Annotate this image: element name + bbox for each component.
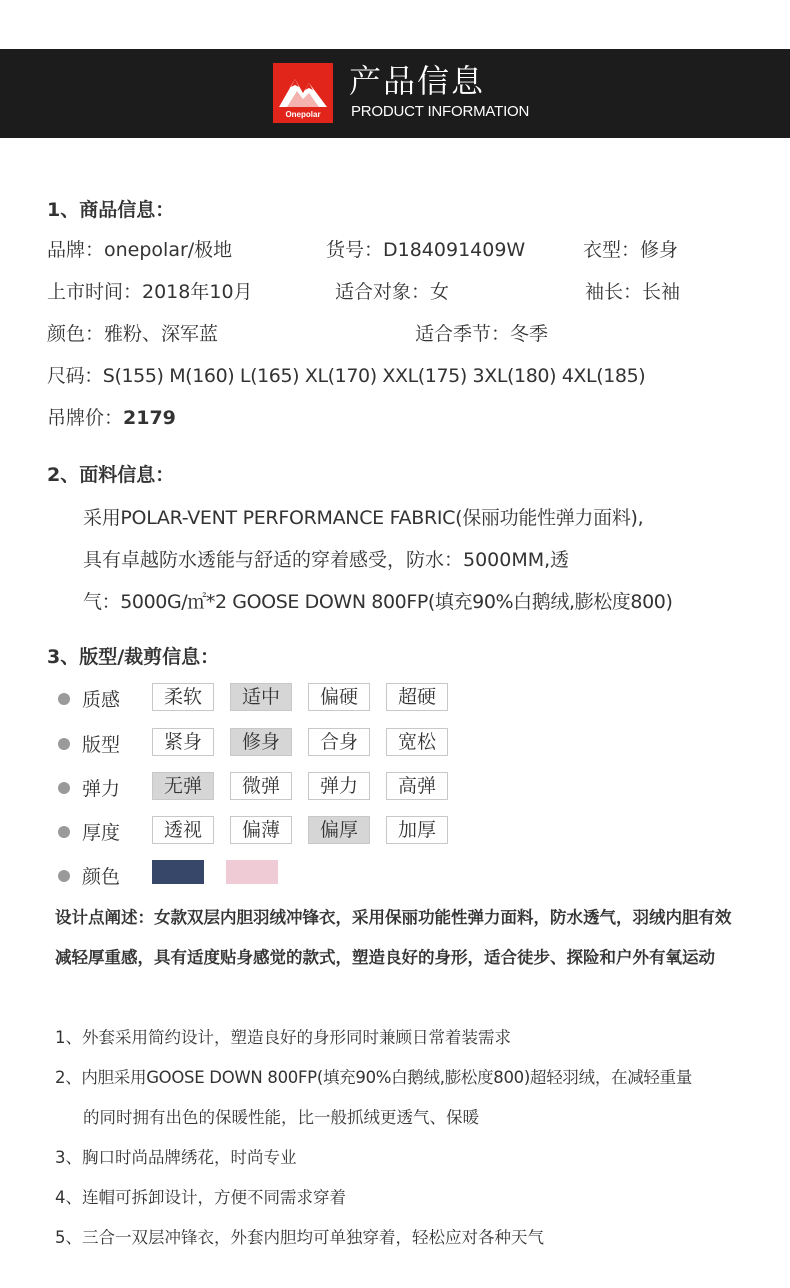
option-thickness-1[interactable]: 偏薄	[230, 816, 292, 844]
brand-logo	[273, 63, 333, 123]
attribute-row-stretch	[58, 772, 478, 802]
design-point-2-cont: 的同时拥有出色的保暖性能，比一般抓绒更透气、保暖	[83, 1108, 479, 1127]
sleeve-length-text: 袖长：长袖	[585, 281, 681, 303]
section-heading-product-info: 1、商品信息：	[47, 199, 175, 221]
bullet-dot	[58, 693, 70, 705]
section-heading-fabric-info: 2、面料信息：	[47, 464, 175, 486]
attribute-row-silhouette	[58, 728, 478, 758]
fabric-line-3: 气：5000G/㎡*2 GOOSE DOWN 800FP(填充90%白鹅绒,膨松度800)	[83, 591, 673, 613]
option-stretch-2[interactable]: 弹力	[308, 772, 370, 800]
attribute-row-texture	[58, 683, 478, 713]
attribute-label: 弹力	[82, 778, 121, 800]
option-stretch-1[interactable]: 微弹	[230, 772, 292, 800]
fabric-line-2: 具有卓越防水透能与舒适的穿着感受，防水：5000MM,透	[83, 549, 570, 571]
attribute-row-color	[58, 860, 478, 890]
header-banner	[0, 49, 790, 138]
season-text: 适合季节：冬季	[415, 323, 549, 345]
attribute-label: 版型	[82, 734, 121, 756]
logo-text: Onepolar	[285, 110, 321, 119]
attribute-label: 质感	[82, 689, 121, 711]
bullet-dot	[58, 782, 70, 794]
design-point-2: 2、内胆采用GOOSE DOWN 800FP(填充90%白鹅绒,膨松度800)超轻羽绒，在减轻重量	[55, 1068, 693, 1087]
option-stretch-0[interactable]: 无弹	[152, 772, 214, 800]
option-silhouette-2[interactable]: 合身	[308, 728, 370, 756]
option-silhouette-1[interactable]: 修身	[230, 728, 292, 756]
option-texture-0[interactable]: 柔软	[152, 683, 214, 711]
color-swatch-pink[interactable]	[226, 860, 278, 884]
option-texture-3[interactable]: 超硬	[386, 683, 448, 711]
attribute-label: 厚度	[82, 822, 121, 844]
price-label: 吊牌价：	[47, 407, 124, 429]
launch-date-text: 上市时间：2018年10月	[47, 281, 253, 303]
option-thickness-3[interactable]: 加厚	[386, 816, 448, 844]
color-swatch-navy[interactable]	[152, 860, 204, 884]
option-texture-2[interactable]: 偏硬	[308, 683, 370, 711]
target-audience-text: 适合对象：女	[335, 281, 450, 303]
price-text	[47, 406, 176, 430]
fabric-line-1: 采用POLAR-VENT PERFORMANCE FABRIC(保丽功能性弹力面料),	[83, 507, 644, 529]
option-thickness-0[interactable]: 透视	[152, 816, 214, 844]
bullet-dot	[58, 738, 70, 750]
option-silhouette-0[interactable]: 紧身	[152, 728, 214, 756]
option-texture-1[interactable]: 适中	[230, 683, 292, 711]
option-silhouette-3[interactable]: 宽松	[386, 728, 448, 756]
design-point-1: 1、外套采用简约设计，塑造良好的身形同时兼顾日常着装需求	[55, 1028, 511, 1047]
banner-title: 产品信息	[349, 62, 486, 100]
bullet-dot	[58, 826, 70, 838]
brand-text: 品牌：onepolar/极地	[47, 239, 233, 261]
item-number-text: 货号：D184091409W	[326, 239, 526, 261]
colors-text: 颜色：雅粉、深军蓝	[47, 323, 219, 345]
option-stretch-3[interactable]: 高弹	[386, 772, 448, 800]
banner-subtitle: PRODUCT INFORMATION	[351, 103, 530, 120]
design-point-5: 5、三合一双层冲锋衣，外套内胆均可单独穿着，轻松应对各种天气	[55, 1228, 544, 1247]
bullet-dot	[58, 870, 70, 882]
option-thickness-2[interactable]: 偏厚	[308, 816, 370, 844]
fit-text: 衣型：修身	[583, 239, 679, 261]
attribute-row-thickness	[58, 816, 478, 846]
sizes-text: 尺码：S(155) M(160) L(165) XL(170) XXL(175) 3XL(180) 4XL(185)	[47, 365, 646, 387]
section-heading-fit-info: 3、版型/裁剪信息：	[47, 646, 220, 668]
design-point-3: 3、胸口时尚品牌绣花，时尚专业	[55, 1148, 297, 1167]
price-value: 2179	[123, 407, 176, 429]
design-point-4: 4、连帽可拆卸设计，方便不同需求穿着	[55, 1188, 346, 1207]
design-description: 设计点阐述：女款双层内胆羽绒冲锋衣，采用保丽功能性弹力面料，防水透气，羽绒内胆有效减轻厚重感，具有适度贴身感觉的款式，塑造良好的身形，适合徒步、探险和户外有氧运动	[55, 908, 732, 967]
attribute-label: 颜色	[82, 866, 121, 888]
